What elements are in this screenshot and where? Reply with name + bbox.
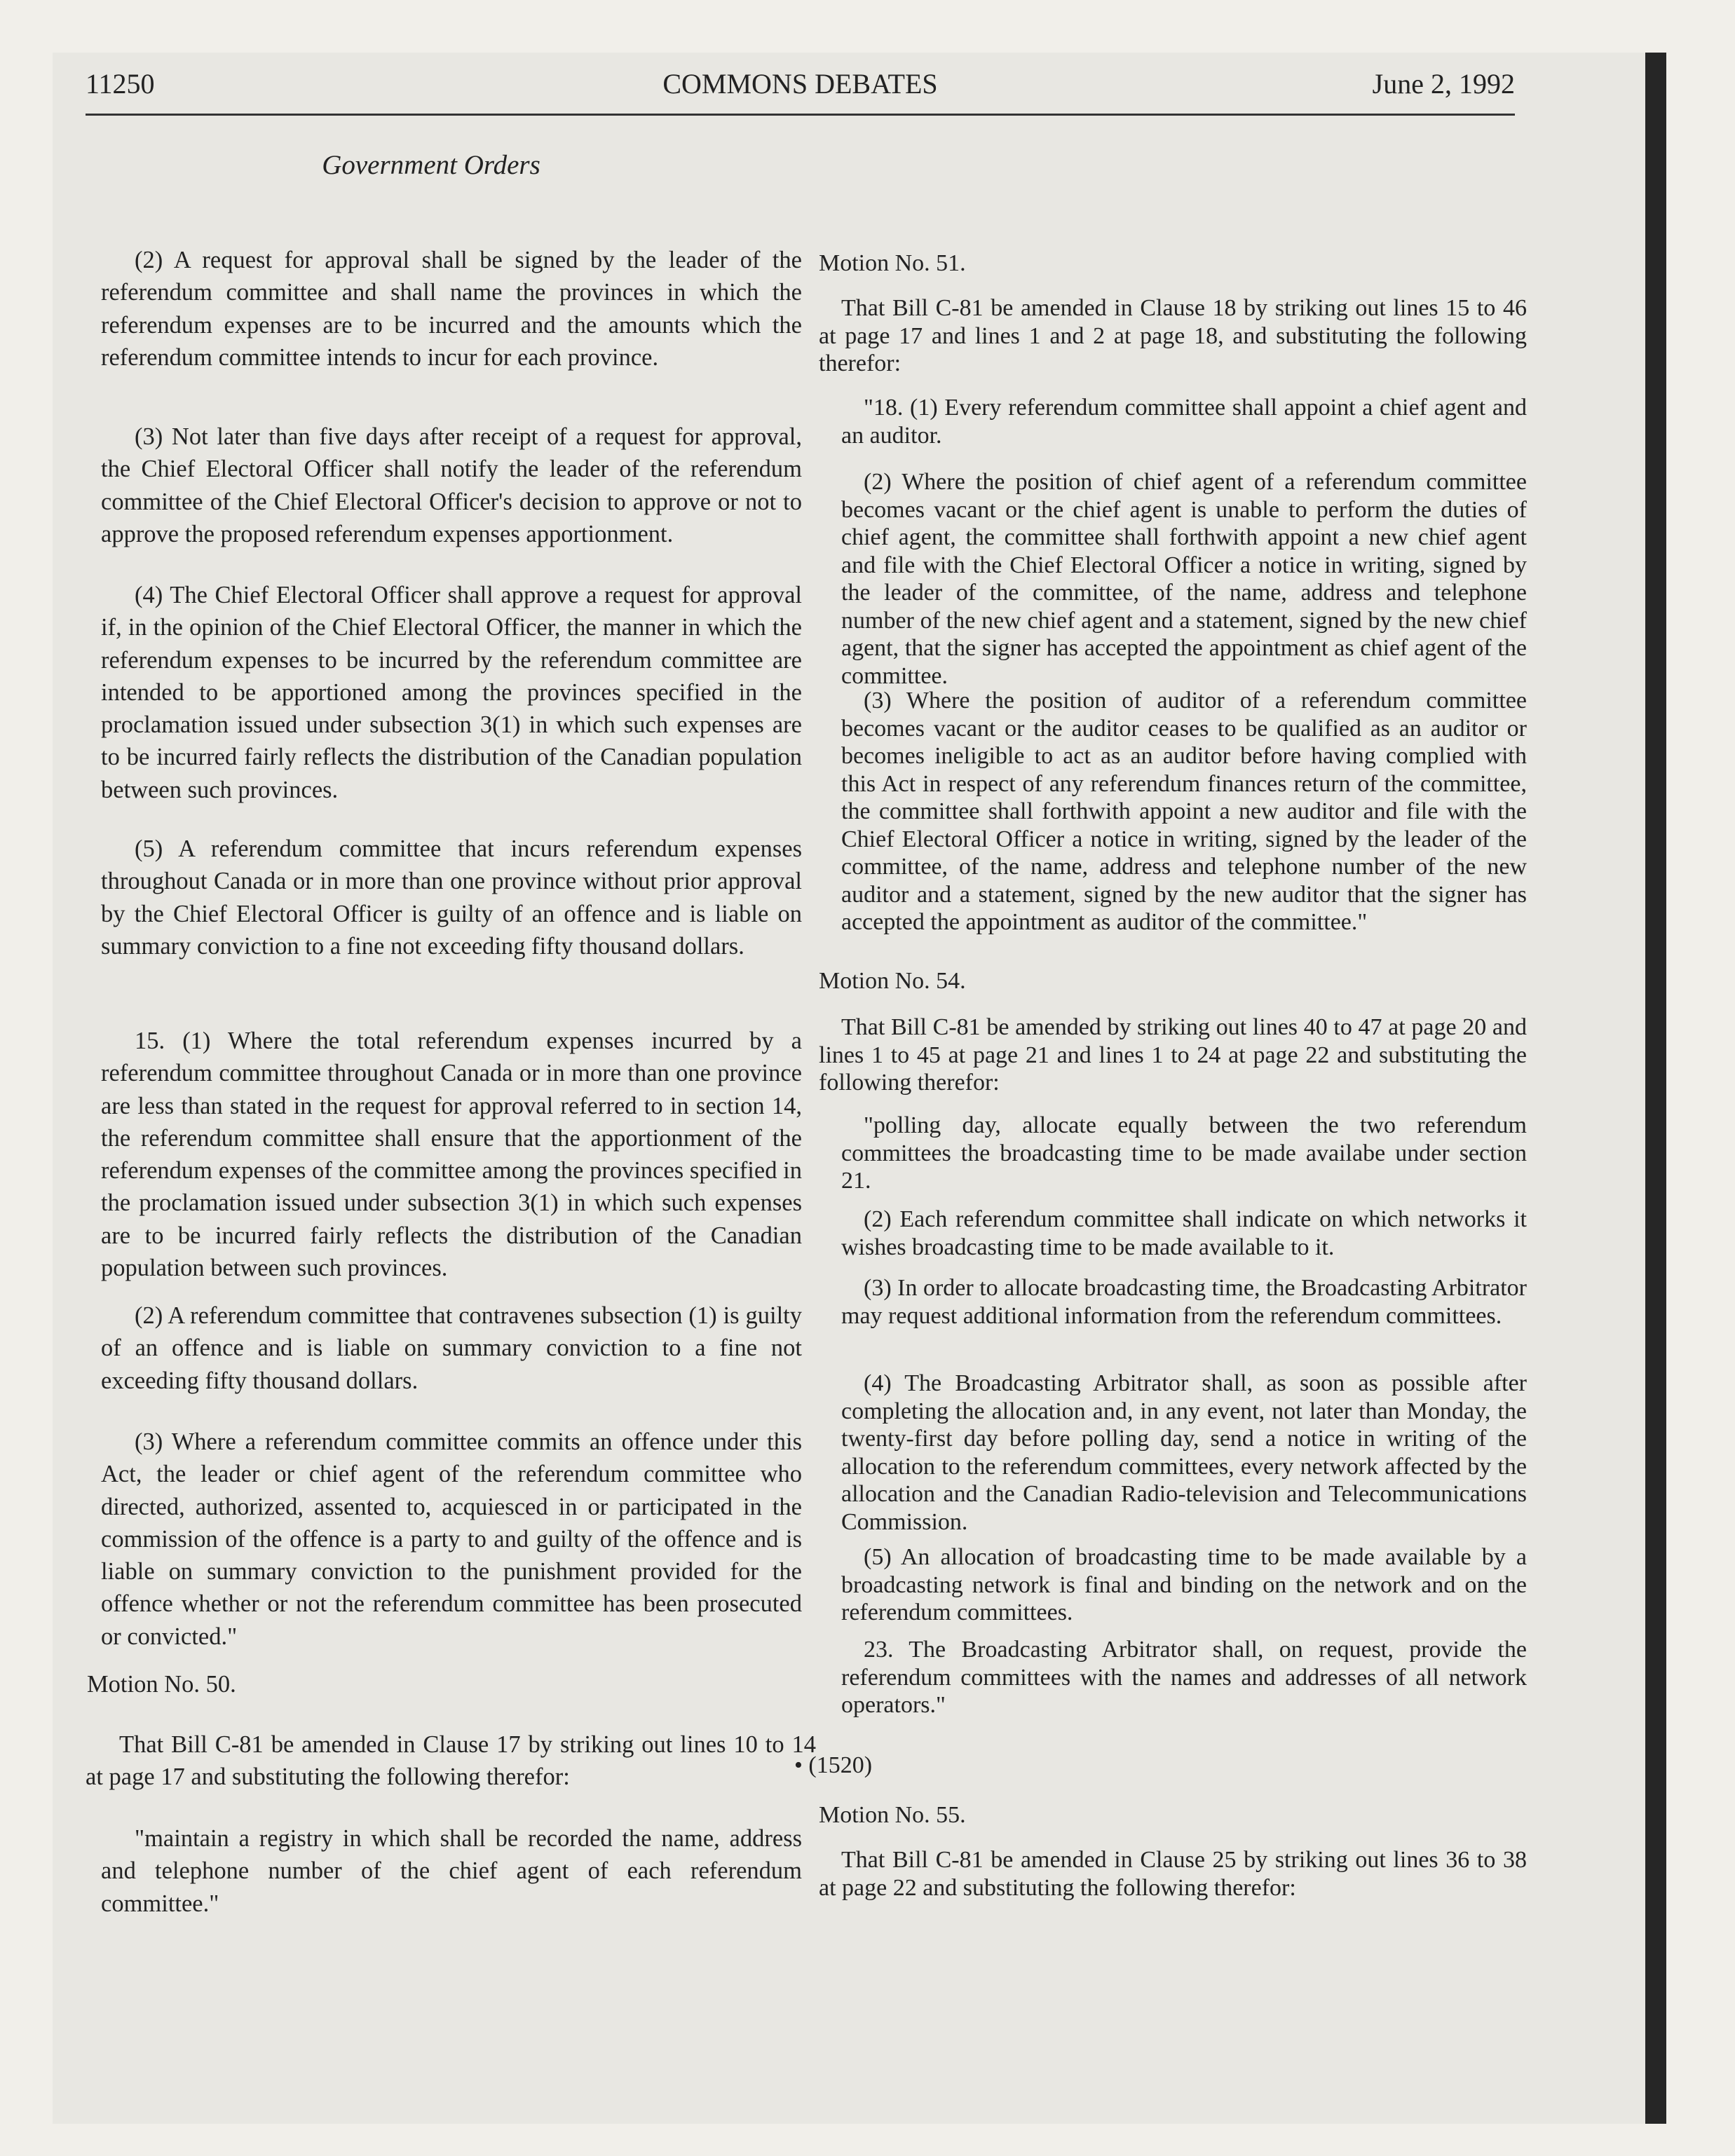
header-divider bbox=[86, 114, 1515, 116]
publication-date: June 2, 1992 bbox=[1372, 68, 1515, 100]
right-paragraph-12: That Bill C-81 be amended in Clause 25 by striking out lines 36 to 38 at page 22 and substituting the following therefor: bbox=[819, 1847, 1527, 1901]
left-paragraph-7: (3) Where a referendum committee commits an offence under this Act, the leader or chief agent of the referendum committee who directed, authorized, assented to, acquiesced in or participated in the commission of the offence is a party to and guilty of the offence and is liable on summary conviction to the punishment provided for the offence whether or not the referendum committee has been prosecuted or convicted." bbox=[101, 1428, 802, 1650]
page-number: 11250 bbox=[86, 68, 155, 100]
motion-54-heading: Motion No. 54. bbox=[819, 968, 966, 994]
left-paragraph-4: (5) A referendum committee that incurs referendum expenses throughout Canada or in more than one province without prior approval by the Chief Electoral Officer is guilty of an offence and is liable on summary conviction to a fine not exceeding fifty thousand dollars. bbox=[101, 835, 802, 960]
motion-50-heading: Motion No. 50. bbox=[87, 1671, 236, 1698]
left-paragraph-2: (3) Not later than five days after receipt of a request for approval, the Chief Electoral Officer shall notify the leader of the referendum committee of the Chief Electoral Officer's decision to approve or not to approve the proposed referendum expenses apportionment. bbox=[101, 423, 802, 547]
time-marker: • (1520) bbox=[794, 1752, 873, 1778]
right-paragraph-10: (5) An allocation of broadcasting time to be made available by a broadcasting network is final and binding on the network and on the referendum committees. bbox=[841, 1544, 1527, 1625]
right-paragraph-1: That Bill C-81 be amended in Clause 18 by striking out lines 15 to 46 at page 17 and lines 1 and 2 at page 18, and substituting the following therefor: bbox=[819, 295, 1527, 376]
right-paragraph-7: (2) Each referendum committee shall indicate on which networks it wishes broadcasting time to be made available to it. bbox=[841, 1206, 1527, 1260]
right-paragraph-8: (3) In order to allocate broadcasting time, the Broadcasting Arbitrator may request additional information from the referendum committees. bbox=[841, 1275, 1528, 1329]
motion-51-heading: Motion No. 51. bbox=[819, 250, 966, 276]
left-paragraph-6: (2) A referendum committee that contravenes subsection (1) is guilty of an offence and is liable on summary conviction to a fine not exceeding fifty thousand dollars. bbox=[101, 1302, 802, 1394]
motion-55-heading: Motion No. 55. bbox=[819, 1802, 966, 1828]
right-paragraph-3: (2) Where the position of chief agent of a referendum committee becomes vacant or the chief agent is unable to perform the duties of chief agent, the committee shall forthwith appoint a new chief agent and file with the Chief Electoral Officer a notice in writing, signed by the leader of the committee, of the name, address and telephone number of the new chief agent and a statement, signed by the new chief agent, that the signer has accepted the appointment as chief agent of the committee. bbox=[841, 469, 1527, 689]
right-paragraph-11: 23. The Broadcasting Arbitrator shall, on request, provide the referendum committees with the names and addresses of all network operators." bbox=[841, 1637, 1527, 1718]
left-paragraph-3: (4) The Chief Electoral Officer shall approve a request for approval if, in the opinion of the Chief Electoral Officer, the manner in which the referendum expenses to be incurred by the referendum committee are intended to be apportioned among the provinces specified in the proclamation issued under subsection 3(1) in which such expenses are to be incurred fairly reflects the distribution of the Canadian population between such provinces. bbox=[101, 582, 802, 803]
right-paragraph-6: "polling day, allocate equally between the two referendum committees the broadcasting time to be made availabe under section 21. bbox=[841, 1112, 1527, 1194]
left-paragraph-8: That Bill C-81 be amended in Clause 17 by striking out lines 10 to 14 at page 17 and substituting the following therefor: bbox=[86, 1731, 816, 1791]
left-paragraph-9: "maintain a registry in which shall be recorded the name, address and telephone number of the chief agent of each referendum committee." bbox=[101, 1825, 802, 1917]
right-paragraph-2: "18. (1) Every referendum committee shall appoint a chief agent and an auditor. bbox=[841, 395, 1527, 449]
right-paragraph-5: That Bill C-81 be amended by striking out lines 40 to 47 at page 20 and lines 1 to 45 at page 21 and lines 1 to 24 at page 22 and substituting the following therefor: bbox=[819, 1014, 1527, 1096]
right-paragraph-4: (3) Where the position of auditor of a referendum committee becomes vacant or the auditor ceases to be qualified as an auditor or becomes ineligible to act as an auditor before having complied with this Act in respect of any referendum finances return of the committee, the committee shall forthwith appoint a new auditor and file with the Chief Electoral Officer a notice in writing, signed by the leader of the committee, of the name, address and telephone number of the new auditor and a statement, signed by the new auditor that the signer has accepted the appointment as auditor of the committee." bbox=[841, 688, 1527, 935]
section-title: Government Orders bbox=[322, 150, 540, 180]
right-paragraph-9: (4) The Broadcasting Arbitrator shall, as soon as possible after completing the allocation and, in any event, not later than Monday, the twenty-first day before polling day, send a notice in writing of the allocation to the referendum committees, every network affected by the allocation and the Canadian Radio-television and Telecommunications Commission. bbox=[841, 1370, 1527, 1535]
page-edge-shadow bbox=[1645, 53, 1666, 2124]
left-paragraph-5: 15. (1) Where the total referendum expenses incurred by a referendum committee throughout Canada or in more than one province are less than stated in the request for approval referred to in section 14, the referendum committee shall ensure that the apportionment of the referendum expenses of the committee among the provinces specified in the proclamation issued under subsection 3(1) in which such expenses are to be incurred fairly reflects the distribution of the Canadian population between such provinces. bbox=[101, 1028, 802, 1282]
page-header bbox=[86, 67, 1515, 126]
left-paragraph-1: (2) A request for approval shall be signed by the leader of the referendum committee and shall name the provinces in which the referendum expenses are to be incurred and the amounts which the referendum committee intends to incur for each province. bbox=[101, 247, 802, 371]
publication-title: COMMONS DEBATES bbox=[662, 68, 938, 100]
